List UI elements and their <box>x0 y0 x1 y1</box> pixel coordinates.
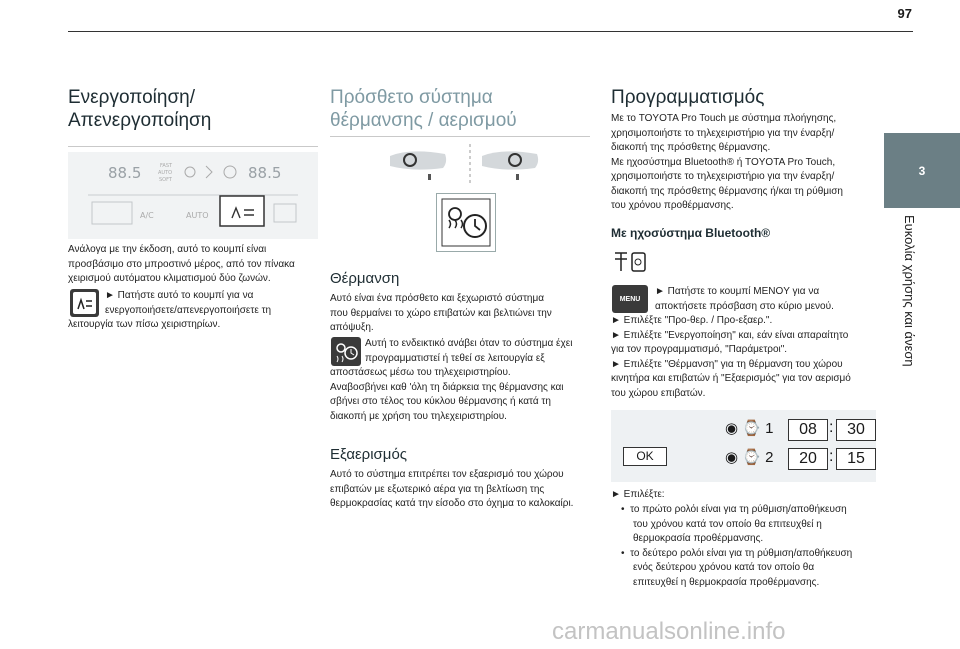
fast-label: FAST <box>160 163 173 169</box>
bullet-1-line-2: του χρόνου κατά τον οποίο θα επιτευχθεί η <box>633 518 822 530</box>
programming-heading: Προγραμματισμός <box>611 87 765 108</box>
timer-1-minute[interactable]: 30 <box>836 419 876 441</box>
heater-timer-symbol <box>436 193 496 252</box>
timer-2-hour[interactable]: 20 <box>788 448 828 470</box>
heating-body <box>330 292 600 336</box>
timer-2-colon: : <box>829 448 834 465</box>
col2-heading <box>330 86 517 132</box>
step-2: ► Επιλέξτε "Ενεργοποίηση" και, εάν είναι απαραίτητο <box>611 329 849 341</box>
auto-mode-label: AUTO <box>158 170 173 176</box>
chapter-title: Ευκολία χρήσης και άνεση <box>902 215 917 367</box>
watermark: carmanualsonline.info <box>552 618 786 645</box>
heading-line2: θέρμανσης / αερισμού <box>330 110 517 131</box>
indicator-line-4: Αναβοσβήνει καθ 'όλη τη διάρκεια της θέρμανσης και <box>330 381 564 393</box>
ok-button[interactable]: OK <box>623 447 667 466</box>
menu-button-label: MENU <box>619 295 641 303</box>
radio-selected-icon: ◉ <box>725 449 739 466</box>
col2-divider <box>330 136 590 137</box>
intro-line-7: του χρόνου προθέρμανσης. <box>611 200 734 211</box>
chapter-title-vertical <box>903 215 923 395</box>
climate-panel-illustration <box>68 152 318 239</box>
body-line-3: χειρισμού αυτόματου κλιματισμού δύο ζωνών. <box>68 273 271 284</box>
bullet-2-line-2: ενός δεύτερου χρόνου κατά τον οποίο θα <box>633 562 815 573</box>
bullet-1-line-1: • το πρώτο ρολόι είναι για τη ρύθμιση/αποθήκευση <box>621 504 847 515</box>
heading-line1: Πρόσθετο σύστημα <box>330 87 493 108</box>
step-line-2: ενεργοποιήσετε/απενεργοποιήσετε τη <box>105 304 272 316</box>
heading-line1: Ενεργοποίηση/ <box>68 87 196 108</box>
climate-panel-svg <box>68 152 318 239</box>
vent-line-3: θερμοκρασίας κατά την είσοδο στο όχημα το καλοκαίρι. <box>330 498 574 509</box>
indicator-line-6: διακοπή με χρήση του τηλεχειριστηρίου. <box>330 410 507 422</box>
ac-button-label: A/C <box>140 211 154 220</box>
timer-1-hour[interactable]: 08 <box>788 419 828 441</box>
heater-settings-icon <box>612 250 648 276</box>
radio-selected-icon: ◉ <box>725 420 739 437</box>
bullet-2-line-1: • το δεύτερο ρολόι είναι για τη ρύθμιση/αποθήκευση <box>621 547 853 559</box>
bullet-2 <box>621 547 881 591</box>
programming-steps <box>611 314 881 401</box>
heating-line-3: απόψυξη. <box>330 322 374 333</box>
timer-2-index: 2 <box>765 449 774 466</box>
step-2b: για τον προγραμματισμό, "Παράμετροι". <box>611 344 788 355</box>
vent-line-2: επιβατών με εξωτερικό αέρα για τη βελτίωση της <box>330 483 545 495</box>
soft-label: SOFT <box>159 177 172 183</box>
indicator-body-a <box>365 337 600 366</box>
indicator-line-1: Αυτή το ενδεικτικό ανάβει όταν το σύστημα έχει <box>365 338 573 349</box>
indicator-line-5: σβήνει στο τέλος του κύκλου θέρμανσης ή κατά τη <box>330 396 551 407</box>
ventilation-body <box>330 468 605 512</box>
heating-title: Θέρμανση <box>330 270 400 287</box>
timer-1-index: 1 <box>765 420 774 437</box>
vehicle-right-icon <box>482 151 538 169</box>
step-3: ► Επιλέξτε "Θέρμανση" για τη θέρμανση του χώρου <box>611 358 843 370</box>
step-1: ► Επιλέξτε "Προ-θερ. / Προ-εξαερ.". <box>611 315 773 326</box>
intro-line-3: διακοπή της πρόσθετης θέρμανσης. <box>611 142 771 153</box>
rear-control-button-icon <box>70 289 99 317</box>
col1-step <box>105 289 330 318</box>
col1-body <box>68 243 323 287</box>
timer-2-minute[interactable]: 15 <box>836 448 876 470</box>
intro-line-4: Με ηχοσύστημα Bluetooth® ή TOYOTA Pro Touch, <box>611 156 836 168</box>
timer-1-colon: : <box>829 419 834 436</box>
chapter-tab[interactable] <box>884 133 960 208</box>
col1-divider <box>68 146 318 147</box>
clock-icon: ⌚ <box>742 420 761 437</box>
step-line-3: λειτουργία των πίσω χειριστηρίων. <box>68 319 221 330</box>
temp-display-right: 88.5 <box>248 164 282 182</box>
heater-indicator-icon <box>331 337 361 366</box>
step-3c: του χώρου επιβατών. <box>611 387 706 399</box>
intro-line-5: χρησιμοποιήστε το τηλεχειριστήριο για την έναρξη/ <box>611 171 835 182</box>
vent-line-1: Αυτό το σύστημα επιτρέπει τον εξαερισμό του χώρου <box>330 469 564 480</box>
temp-display-left: 88.5 <box>108 164 142 182</box>
timer-row-1 <box>725 419 773 437</box>
menu-button[interactable] <box>612 285 648 313</box>
indicator-line-3: αποστάσεως μέσω του τηλεχειριστηρίου. <box>330 367 511 378</box>
intro-line-6: διακοπή της πρόσθετης θέρμανσης ή/και τη ρύθμιση <box>611 185 843 197</box>
menu-line-2: αποκτήσετε πρόσβαση στο κύριο μενού. <box>655 300 834 312</box>
step-line-1: ► Πατήστε αυτό το κουμπί για να <box>105 290 254 301</box>
page-number: 97 <box>897 6 912 21</box>
col1-heading <box>68 86 211 132</box>
indicator-body-b <box>330 366 600 424</box>
chapter-number: 3 <box>918 163 926 178</box>
menu-line-1: ► Πατήστε το κουμπί MENOY για να <box>655 286 820 297</box>
heating-line-1: Αυτό είναι ένα πρόσθετο και ξεχωριστό σύστημα <box>330 293 545 304</box>
body-line-2: προσβάσιμο στο μπροστινό μέρος, από τον πίνακα <box>68 258 295 270</box>
rear-control-button <box>220 196 264 226</box>
auto-button-label: AUTO <box>186 211 209 220</box>
heating-line-2: που θερμαίνει το χώρο επιβατών και βελτιώνει την <box>330 307 552 319</box>
timer-display-panel <box>611 410 876 482</box>
programming-intro <box>611 112 876 214</box>
bullet-list <box>621 503 881 590</box>
intro-line-2: χρησιμοποιήστε το τηλεχειριστήριο για την έναρξη/ <box>611 127 835 139</box>
bullet-1-line-3: θερμοκρασία προθέρμανσης. <box>633 533 764 544</box>
select-line: ► Επιλέξτε: <box>611 489 665 500</box>
heading-line2: Απενεργοποίηση <box>68 110 212 131</box>
top-rule <box>68 31 913 32</box>
ventilation-title: Εξαερισμός <box>330 446 408 463</box>
clock-icon: ⌚ <box>742 449 761 466</box>
indicator-line-2: προγραμματιστεί ή τεθεί σε λειτουργία εξ <box>365 352 545 364</box>
vehicle-left-icon <box>390 151 446 169</box>
step-3b: κινητήρα και επιβατών ή "Εξαερισμός" για τον αερισμό <box>611 373 851 384</box>
menu-instructions <box>655 285 880 314</box>
bullet-1 <box>621 503 881 547</box>
intro-line-1: Με το TOYOTA Pro Touch με σύστημα πλοήγησης, <box>611 113 837 124</box>
vehicle-diagram <box>385 144 555 184</box>
bluetooth-subtitle: Με ηχοσύστημα Bluetooth® <box>611 226 771 240</box>
bullet-2-line-3: επιτευχθεί η θερμοκρασία προθέρμανσης. <box>633 576 820 588</box>
body-line-1: Ανάλογα με την έκδοση, αυτό το κουμπί είναι <box>68 244 267 255</box>
timer-row-2 <box>725 448 773 466</box>
